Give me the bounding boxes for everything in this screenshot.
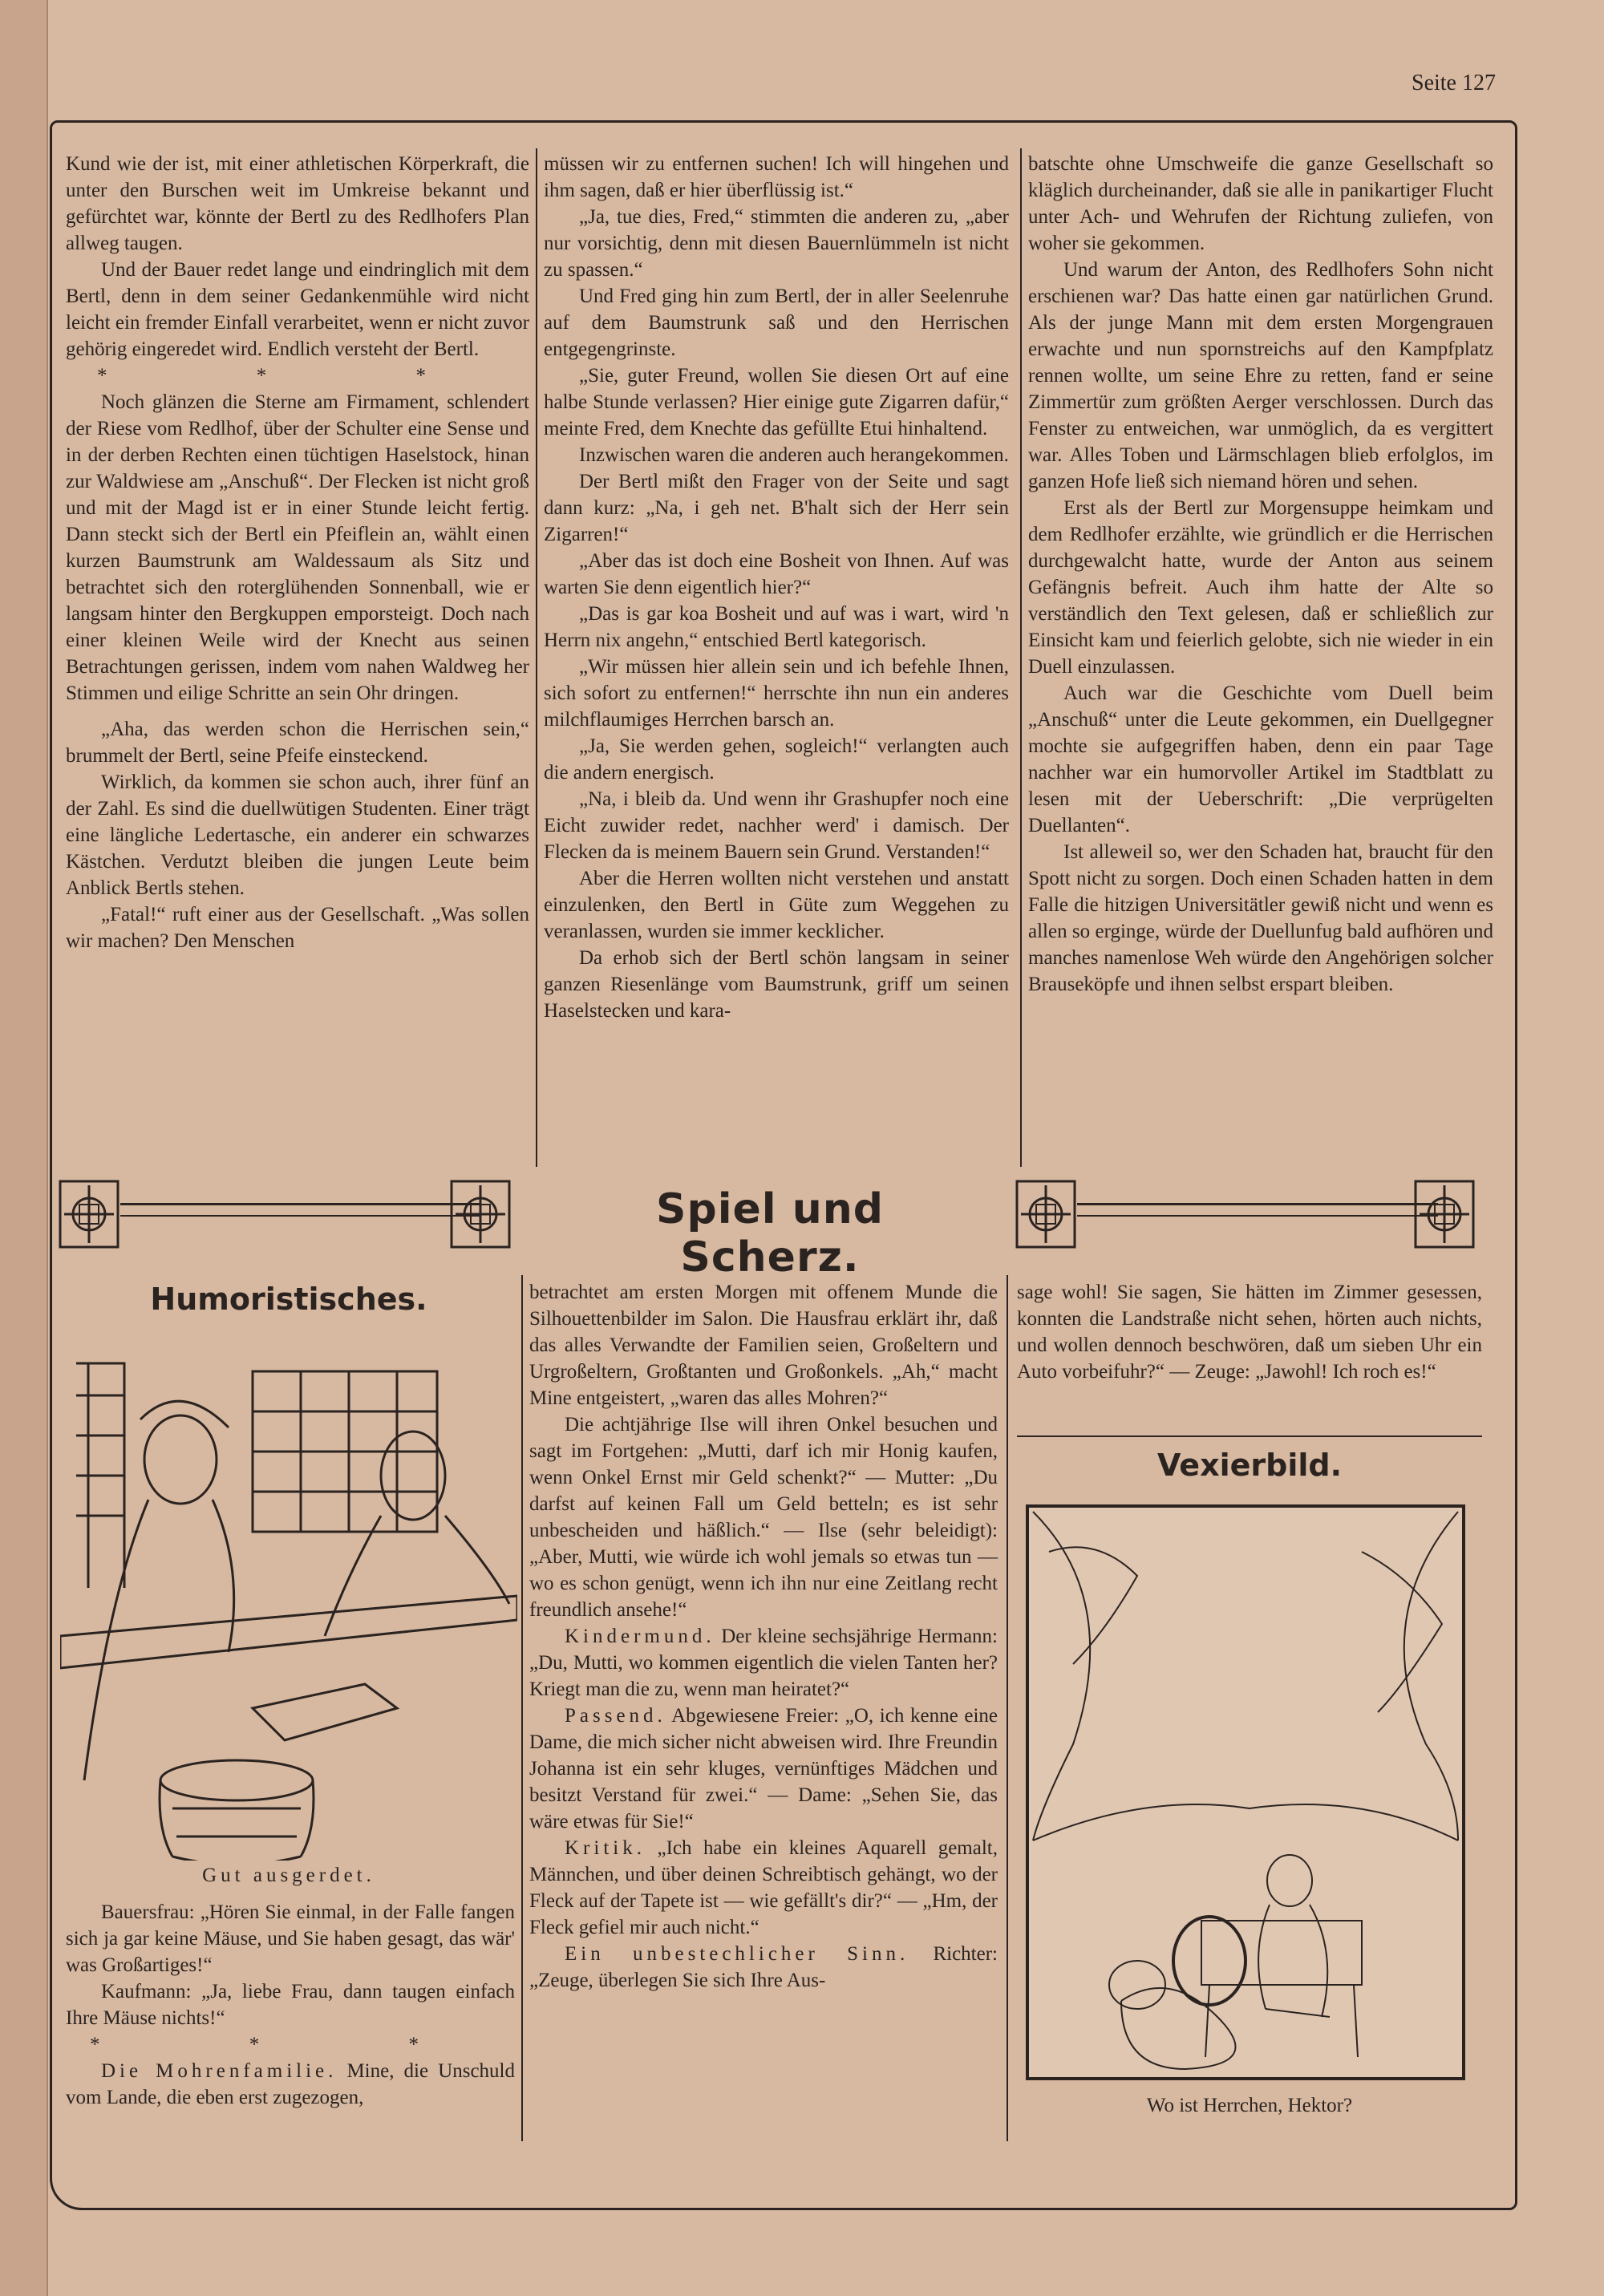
double-rule — [120, 1203, 481, 1217]
joke-text: Mine, die Unschuld vom Lande, die eben erst zugezogen, — [66, 2060, 515, 2108]
celtic-ornament-icon — [1015, 1179, 1077, 1249]
column-divider — [1020, 148, 1022, 1167]
story-column-2 — [544, 151, 1009, 1024]
story-column-1 — [66, 151, 529, 954]
paragraph: Wirklich, da kommen sie schon auch, ihrer fünf an der Zahl. Es sind die duellwütigen Studenten. Einer trägt eine längliche Ledertasche, ein anderer ein schwarzes Kästchen. Verdutzt bleiben die jungen Leute beim Anblick Bertls stehen. — [66, 771, 529, 899]
paragraph: Da erhob sich der Bertl schön langsam in seiner ganzen Riesenlänge vom Baumstrunk, griff um seinen Haselstecken und kara- — [544, 947, 1009, 1022]
paragraph: Und der Bauer redet lange und eindringlich mit dem Bertl, denn in dem seiner Gedankenmühle wird nicht leicht ein fremder Einfall verarbeitet, wenn er nicht zuvor gehörig eingeredet wird. Endlich versteht der Bertl. — [66, 259, 529, 360]
joke-paragraph — [529, 1835, 998, 1941]
page-number: Seite 127 — [1412, 71, 1496, 95]
paragraph: „Na, i bleib da. Und wenn ihr Grashupfer noch eine Eicht zuwider redet, nachher werd' i damisch. Der Flecken da is meinem Bauern sein Grund. Verstanden!“ — [544, 788, 1009, 863]
puzzle-picture — [1025, 1504, 1466, 2081]
joke-paragraph: sage wohl! Sie sagen, Sie hätten im Zimmer gesessen, konnten die Landstraße nicht sehen, hörten auch nichts, und wollen dennoch beschwören, daß um sieben Uhr ein Auto vorbeifuhr?“ — Zeuge: „Jawohl! Ich roch es!“ — [1017, 1282, 1482, 1383]
double-rule — [1077, 1203, 1438, 1217]
paragraph: „Das is gar koa Bosheit und auf was i wart, wird 'n Herrn nix angehn,“ entschied Bertl kategorisch. — [544, 603, 1009, 651]
paragraph: batschte ohne Umschweife die ganze Gesellschaft so kläglich durcheinander, daß sie alle in panikartiger Flucht unter Ach- und Wehrufen der Richtung zuliefen, von woher sie gekommen. — [1028, 153, 1493, 254]
joke-text: Abgewiesene Freier: „O, ich kenne eine Dame, die mich sicher nicht abweisen wird. Ihre Freundin Johanna ist ein sehr kluges, vernünftiges Mädchen und besitzt Verstand für zwei.“ — Dame: „Sehen Sie, das wäre etwas für Sie!“ — [529, 1705, 998, 1832]
paragraph: Erst als der Bertl zur Morgensuppe heimkam und dem Redlhofer erzählte, wie gründlich er die Herrischen durchgewalcht hatte, wurde der Anton aus seinem Gefängnis befreit. Auch ihm hatte der Alte so verständlich den Text gelesen, daß er schließlich zur Einsicht kam und feierlich gelobte, sich nie wieder in ein Duell einzulassen. — [1028, 497, 1493, 678]
joke-text: „Ich habe ein kleines Aquarell gemalt, Männchen, und über deinen Schreibtisch gehängt, wo der Fleck auf der Tapete ist — wie gefällt's dir?“ — „Hm, der Fleck gefiel mir auch nicht.“ — [529, 1837, 998, 1938]
joke-paragraph: Die achtjährige Ilse will ihren Onkel besuchen und sagt im Fortgehen: „Mutti, darf ich mir Honig kaufen, wenn Onkel Ernst mir Geld schenkt?“ — Mutter: „Du darfst auf keinen Fall um Geld betteln; es ist sehr unbescheiden und häßlich.“ — Ilse (sehr beleidigt): „Aber, Mutti, wie würde ich wohl jemals so etwas tun — wo es schon genügt, wenn ich ihn nur eine Zeitlang recht freundlich ansehe!“ — [529, 1414, 998, 1621]
paragraph: müssen wir zu entfernen suchen! Ich will hingehen und ihm sagen, daß er hier überflüssig ist.“ — [544, 153, 1009, 201]
column-divider — [536, 148, 537, 1167]
paragraph: Inzwischen waren die anderen auch herangekommen. — [579, 444, 1009, 466]
humor-column-2 — [529, 1279, 998, 1994]
adjacent-page-margin — [0, 0, 48, 2296]
joke-title: Ein unbestechlicher Sinn. — [565, 1943, 909, 1965]
paragraph: Noch glänzen die Sterne am Firmament, schlendert der Riese vom Redlhof, über der Schulter eine Sense und in der derben Rechten einen tüchtigen Haselstock, hinan zur Waldwiese am „Anschuß“. Der Flecken ist nicht groß und mit der Magd ist er in einer Stunde leicht fertig. Dann steckt sich der Bertl ein Pfeiflein an, wählt einen kurzen Baumstrunk am Waldessaum als Sitz und betrachtet sich den roterglühenden Sonnenball, wie er langsam hinter den Bergkuppen emporsteigt. Doch nach einer kleinen Weile wird der Knecht aus seinen Betrachtungen gerissen, indem vom nahen Waldweg her Stimmen und eilige Schritte an sein Ohr dringen. — [66, 391, 529, 704]
joke-paragraph: Kaufmann: „Ja, liebe Frau, dann taugen einfach Ihre Mäuse nichts!“ — [66, 1981, 515, 2029]
paragraph: Auch war die Geschichte vom Duell beim „Anschuß“ unter die Leute gekommen, ein Duellgegner mochte sie aufgegriffen haben, denn ein paar Tage nachher war ein humorvoller Artikel im Stadtblatt zu lesen mit der Ueberschrift: „Die verprügelten Duellanten“. — [1028, 682, 1493, 836]
paragraph: „Aha, das werden schon die Herrischen sein,“ brummelt der Bertl, seine Pfeife einsteckend. — [66, 719, 529, 767]
section-break-stars: * * * — [97, 365, 498, 387]
humor-column-3 — [1017, 1279, 1482, 1385]
celtic-ornament-icon — [449, 1179, 512, 1249]
paragraph: „Fatal!“ ruft einer aus der Gesellschaft. „Was sollen wir machen? Den Menschen — [66, 904, 529, 952]
paragraph: Der Bertl mißt den Frager von der Seite und sagt dann kurz: „Na, i geh net. B'halt sich der Herr sein Zigarren!“ — [544, 471, 1009, 545]
celtic-ornament-icon — [58, 1179, 120, 1249]
column-divider — [521, 1275, 523, 2141]
paragraph: Aber die Herren wollten nicht verstehen und anstatt einzulenken, den Bertl in Güte zum Weggehen zu veranlassen, wurden sie immer kecklicher. — [544, 868, 1009, 942]
paragraph: „Ja, tue dies, Fred,“ stimmten die anderen zu, „aber nur vorsichtig, denn mit diesen Bauernlümmeln ist nicht zu spassen.“ — [544, 206, 1009, 281]
paragraph: „Ja, Sie werden gehen, sogleich!“ verlangten auch die andern energisch. — [544, 735, 1009, 784]
paragraph: „Sie, guter Freund, wollen Sie diesen Ort auf eine halbe Stunde verlassen? Hier einige gute Zigarren dafür,“ meinte Fred, dem Knechte das gefüllte Etui hinhaltend. — [544, 365, 1009, 439]
joke-paragraph — [529, 1703, 998, 1835]
humor-column-1 — [66, 1899, 515, 2111]
paragraph: Kund wie der ist, mit einer athletischen Körperkraft, die unter den Burschen weit im Umkreise bekannt und gefürchtet war, könnte der Bertl zu des Redlhofers Plan allweg taugen. — [66, 153, 529, 254]
joke-paragraph: betrachtet am ersten Morgen mit offenem Munde die Silhouettenbilder im Salon. Die Hausfrau erklärt ihr, daß das alles Verwandte der Familien seien, Großeltern und Urgroßeltern, Großtanten und Großonkels. „Ah,“ macht Mine entgeistert, „waren das alles Mohren?“ — [529, 1282, 998, 1409]
joke-title: Die Mohrenfamilie. — [101, 2060, 338, 2082]
section-title: Spiel und Scherz. — [656, 1185, 884, 1282]
column-divider — [1007, 1275, 1008, 2141]
celtic-ornament-icon — [1413, 1179, 1476, 1249]
joke-paragraph — [529, 1623, 998, 1703]
cartoon-illustration — [60, 1331, 517, 1861]
story-column-3 — [1028, 151, 1493, 998]
puzzle-caption: Wo ist Herrchen, Hektor? — [1146, 2095, 1353, 2116]
joke-title: Passend. — [565, 1705, 666, 1727]
joke-title: Kindermund. — [565, 1626, 715, 1647]
joke-paragraph — [529, 1941, 998, 1994]
section-break-stars: * * * — [90, 2034, 491, 2055]
rule — [1017, 1436, 1482, 1437]
joke-text: Richter: „Zeuge, überlegen Sie sich Ihre Aus- — [529, 1943, 998, 1991]
paragraph: Ist alleweil so, wer den Schaden hat, braucht für den Spott nicht zu sorgen. Doch einen Schaden hatten in dem Falle die hitzigen Universitätler gewiß nicht und wenn es allen so erginge, würde der Duellunfug bald aufhören und manches namenlose Weh würde den Angehörigen solcher Brauseköpfe und ihnen selbst erspart bleiben. — [1028, 841, 1493, 995]
paragraph: „Wir müssen hier allein sein und ich befehle Ihnen, sich sofort zu entfernen!“ herrschte ihn nun ein anderes milchflaumiges Herrchen barsch an. — [544, 656, 1009, 731]
paragraph: „Aber das ist doch eine Bosheit von Ihnen. Auf was warten Sie denn eigentlich hier?“ — [544, 550, 1009, 598]
joke-text: Der kleine sechsjährige Hermann: „Du, Mutti, wo kommen eigentlich die vielen Tanten her? Kriegt man die zu, wenn man heiratet?“ — [529, 1626, 998, 1700]
joke-title: Kritik. — [565, 1837, 646, 1859]
cartoon-caption: Gut ausgerdet. — [202, 1865, 375, 1886]
paragraph: Und Fred ging hin zum Bertl, der in aller Seelenruhe auf dem Baumstrunk saß und den Herrischen entgegengrinste. — [544, 285, 1009, 360]
paragraph: Und warum der Anton, des Redlhofers Sohn nicht erschienen war? Das hatte einen gar natürlichen Grund. Als der junge Mann mit dem ersten Morgengrauen erwachte und nun spornstreichs auf den Kampfplatz rennen wollte, um seine Ehre zu retten, fand er seine Zimmertür zum größten Aerger verschlossen. Durch das Fenster zu entweichen, war unmöglich, da es vergittert war. Alles Toben und Lärmschlagen blieb erfolglos, im ganzen Hofe ließ sich niemand hören und sehen. — [1028, 259, 1493, 492]
joke-paragraph — [66, 2058, 515, 2111]
joke-paragraph: Bauersfrau: „Hören Sie einmal, in der Falle fangen sich ja gar keine Mäuse, und Sie haben gesagt, das wär' was Großartiges!“ — [66, 1901, 515, 1976]
puzzle-heading: Vexierbild. — [1156, 1448, 1343, 1483]
humor-heading: Humoristisches. — [150, 1282, 427, 1317]
